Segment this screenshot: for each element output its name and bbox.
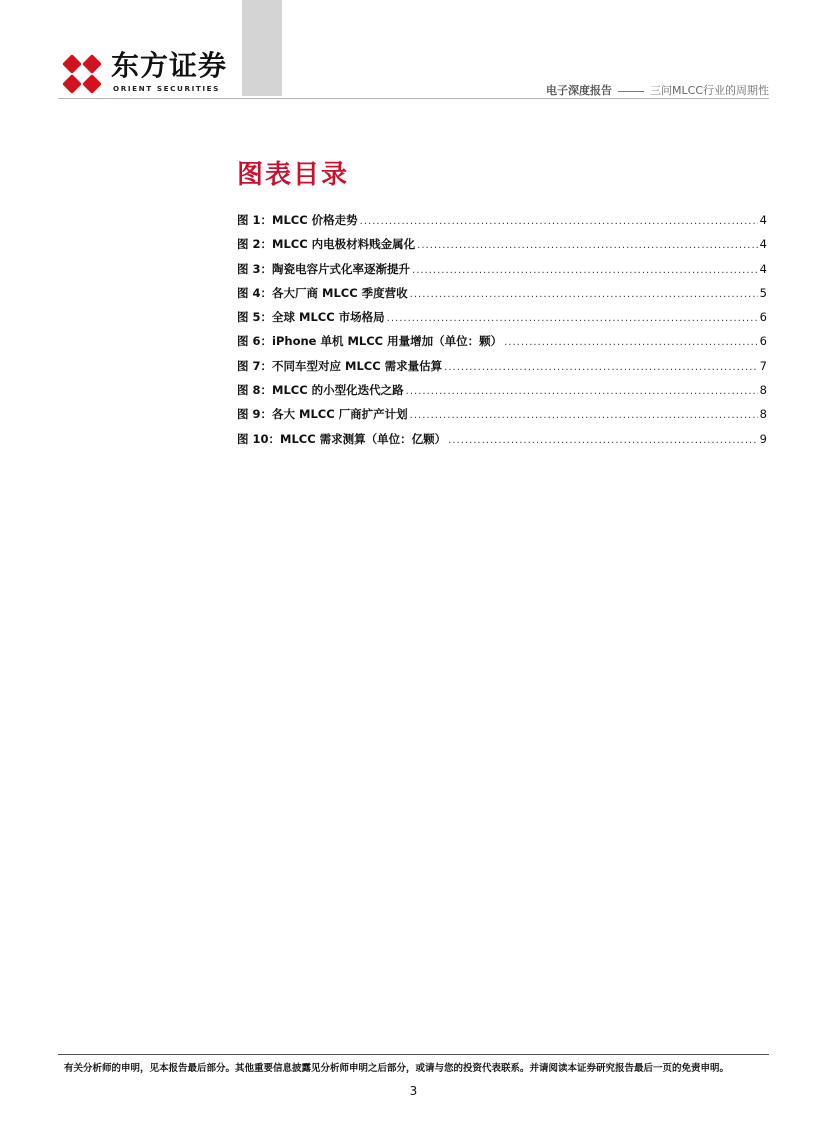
toc-leader-dots <box>360 216 758 227</box>
page-number: 3 <box>409 1084 418 1098</box>
brand-name-cn: 东方证券 <box>111 49 228 82</box>
toc-entry-label: 图 2：MLCC 内电极材料贱金属化 <box>237 237 416 252</box>
toc-title: 图表目录 <box>237 160 350 190</box>
report-title: 三问MLCC行业的周期性 <box>650 84 769 97</box>
toc-entry-page: 7 <box>759 358 767 373</box>
toc-entry-label: 图 1：MLCC 价格走势 <box>237 213 358 227</box>
toc-entry-page: 4 <box>759 213 767 227</box>
toc-entry-label: 图 5：全球 MLCC 市场格局 <box>237 310 385 325</box>
header-divider <box>58 98 769 99</box>
report-header <box>546 82 769 98</box>
toc-entry[interactable] <box>237 431 767 455</box>
toc-entry-label: 图 4：各大厂商 MLCC 季度营收 <box>237 285 408 300</box>
toc-leader-dots <box>444 362 758 373</box>
toc-entry[interactable] <box>237 333 767 357</box>
toc-leader-dots <box>448 435 758 446</box>
toc-entry-page: 6 <box>759 310 767 325</box>
toc-entry-page: 8 <box>759 383 767 398</box>
toc-leader-dots <box>410 410 758 421</box>
toc-leader-dots <box>410 289 758 300</box>
brand-name-en: ORIENT SECURITIES <box>113 84 220 93</box>
orient-securities-logo-icon <box>58 50 106 98</box>
toc-entry-label: 图 7：不同车型对应 MLCC 需求量估算 <box>237 358 443 373</box>
toc-entry-label: 图 3：陶瓷电容片式化率逐渐提升 <box>237 261 411 276</box>
header-dash <box>618 91 644 92</box>
toc-entry-label: 图 6：iPhone 单机 MLCC 用量增加（单位：颗） <box>237 334 503 349</box>
toc-entry[interactable] <box>237 406 767 430</box>
toc-leader-dots <box>504 337 758 348</box>
toc-entry-page: 4 <box>759 237 767 252</box>
toc-entry-page: 4 <box>759 261 767 276</box>
toc-entry-page: 5 <box>759 285 767 300</box>
toc-entry-label: 图 8：MLCC 的小型化迭代之路 <box>237 383 404 398</box>
toc-leader-dots <box>412 265 758 276</box>
toc-entry[interactable] <box>237 358 767 382</box>
toc-leader-dots <box>417 240 758 251</box>
toc-list <box>237 212 767 455</box>
toc-entry-page: 6 <box>759 334 767 349</box>
toc-entry[interactable] <box>237 261 767 285</box>
toc-leader-dots <box>406 386 758 397</box>
toc-entry[interactable] <box>237 285 767 309</box>
toc-entry[interactable] <box>237 309 767 333</box>
toc-entry-label: 图 9：各大 MLCC 厂商扩产计划 <box>237 407 408 422</box>
toc-entry-page: 8 <box>759 407 767 422</box>
toc-leader-dots <box>387 313 758 324</box>
toc-entry-label: 图 10：MLCC 需求测算（单位：亿颗） <box>237 431 447 446</box>
report-type: 电子深度报告 <box>546 84 613 97</box>
toc-entry[interactable] <box>237 212 767 236</box>
toc-entry[interactable] <box>237 236 767 260</box>
toc-entry[interactable] <box>237 382 767 406</box>
header-gray-tab <box>242 0 282 96</box>
footer-divider <box>58 1054 769 1055</box>
toc-entry-page: 9 <box>759 431 767 446</box>
footer-disclaimer: 有关分析师的申明，见本报告最后部分。其他重要信息披露见分析师申明之后部分，或请与您的投资代表联系。并请阅读本证券研究报告最后一页的免责申明。 <box>64 1063 730 1074</box>
